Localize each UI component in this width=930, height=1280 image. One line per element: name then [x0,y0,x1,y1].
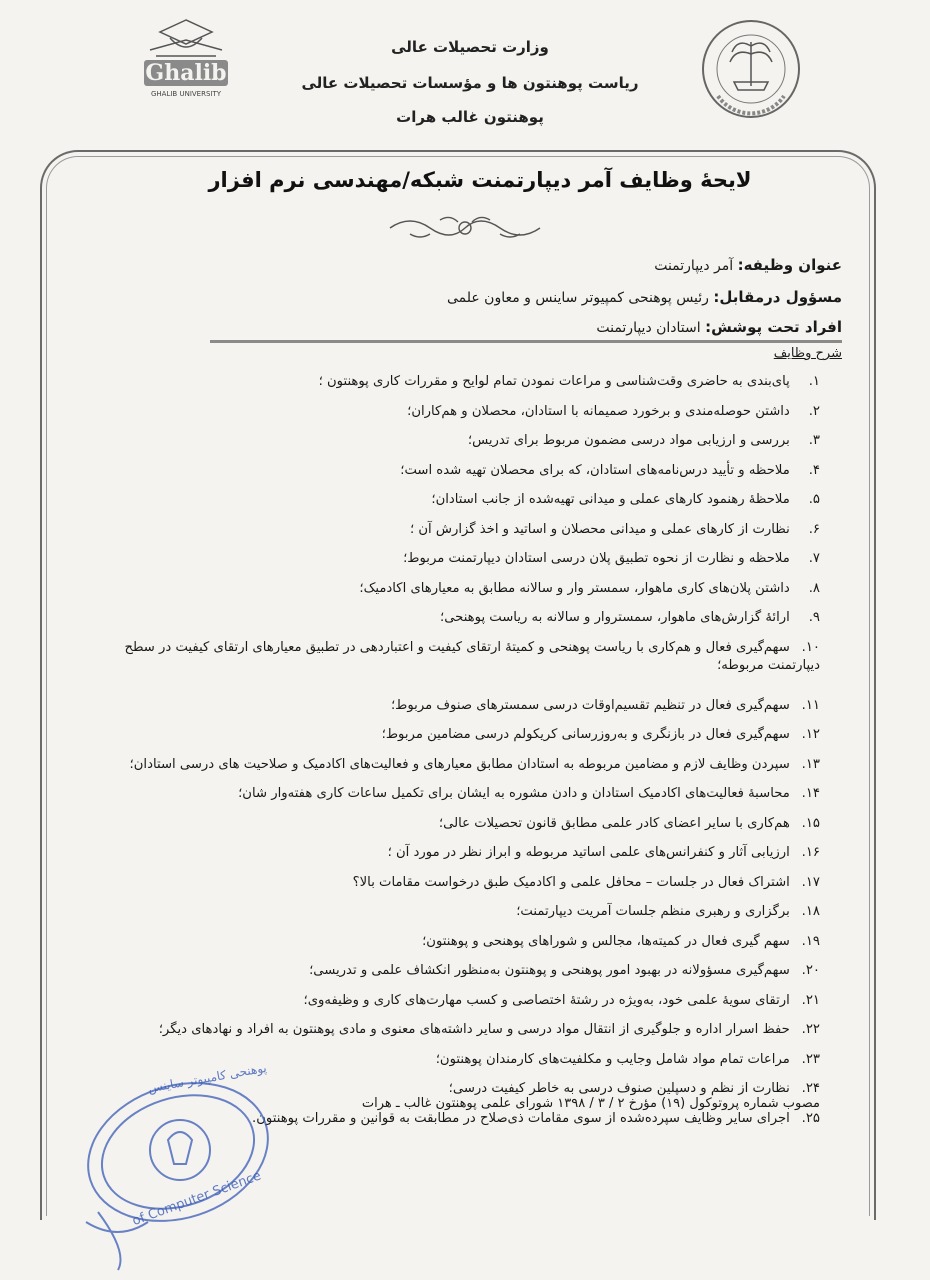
duty-text: ملاحظه و نظارت از نحوه تطبیق پلان درسی استادان دیپارتمنت مربوط؛ [403,551,790,566]
duty-number: ۷. [808,551,820,566]
subordinates-label: افراد تحت پوشش: [705,318,842,336]
duty-text: ارائهٔ گزارش‌های ماهوار، سمستروار و سالانه به ریاست پوهنحی؛ [440,610,790,625]
duty-text: سهم‌گیری مسؤولانه در بهبود امور پوهنحی و پوهنتون به‌منظور انکشاف علمی و تدریسی؛ [309,963,790,978]
duty-text: بررسی و ارزیابی مواد درسی مضمون مربوط برای تدریس؛ [467,433,790,448]
duty-text: داشتن پلان‌های کاری ماهوار، سمستر وار و سالانه مطابق به معیارهای اکادمیک؛ [359,580,790,596]
duty-text: مراعات تمام مواد شامل وجایب و مکلفیت‌های کارمندان پوهنتون؛ [435,1051,790,1067]
duty-item [100,427,820,457]
ministry-seal-logo [698,16,804,122]
duty-text: اجرای سایر وظایف سپرده‌شده از سوی مقامات ذی‌صلاح در مطابقت به قوانین و مقررات پوهنتون. [252,1110,790,1126]
duty-number: ۲۵. [801,1110,820,1126]
job-title-field [654,256,842,274]
presidency-name: ریاست پوهنتون ها و مؤسسات تحصیلات عالی [301,74,639,92]
duty-number: ۸. [808,580,820,596]
duty-number: ۱۷. [801,874,820,890]
duties-list [100,368,820,1134]
subordinates-field [596,318,842,336]
duty-number: ۵. [808,492,820,507]
duty-number: ۹. [808,610,820,625]
duty-text: نظارت از کارهای عملی و میدانی محصلان و اساتید و اخذ گزارش آن ؛ [409,521,790,537]
duty-item [100,810,820,840]
duty-text: هم‌کاری با سایر اعضای کادر علمی مطابق قانون تحصیلات عالی؛ [438,815,790,831]
duty-text: سهم‌گیری فعال در تنظیم تقسیم‌اوقات درسی سمسترهای صنوف مربوط؛ [390,697,790,713]
duty-number: ۱۶. [801,845,820,860]
duty-item [100,780,820,810]
duty-number: ۱۴. [801,786,820,801]
responsible-label: مسؤول درمقابل: [713,288,842,306]
duty-number: ۶. [808,521,820,537]
subordinates-value: استادان دیپارتمنت [596,320,701,336]
job-title-label: عنوان وظیفه: [737,256,842,274]
title-ornament [380,210,550,244]
duty-item [100,457,820,487]
duty-item [100,839,820,869]
job-title-value: آمر دیپارتمنت [654,258,734,274]
duty-number: ۳. [808,433,820,448]
duty-number: ۲۲. [801,1022,820,1037]
duty-text: داشتن حوصله‌مندی و برخورد صمیمانه با استادان، محصلان و هم‌کاران؛ [407,403,790,419]
duties-heading: شرح وظایف [773,346,842,361]
duty-number: ۲. [808,403,820,419]
document-title: لایحهٔ وظایف آمر دیپارتمنت شبکه/مهندسی نرم افزار [208,168,752,192]
duty-text: ارتقای سویهٔ علمی خود، به‌ویژه در رشتهٔ اختصاصی و کسب مهارت‌های کاری و وظیفه‌وی؛ [303,992,790,1008]
duty-item [100,545,820,575]
duty-number: ۱۹. [801,933,820,949]
responsible-value: رئیس پوهنحی کمپیوتر ساینس و معاون علمی [446,290,709,306]
duty-text: سهم گیری فعال در کمیته‌ها، مجالس و شوراهای پوهنحی و پوهنتون؛ [422,933,790,949]
duty-item [100,751,820,781]
duty-number: ۲۰. [801,963,820,978]
duty-item [100,516,820,546]
university-name: پوهنتون غالب هرات [396,108,544,126]
logo-left-subword: GHALIB UNIVERSITY [150,90,222,98]
duty-text: ملاحظه و تأیید درس‌نامه‌های استادان، که برای محصلان تهیه شده است؛ [400,462,790,478]
duty-text: پای‌بندی به حاضری وقت‌شناسی و مراعات نمودن تمام لوایح و مقررات کاری پوهنتون ؛ [318,374,790,389]
ghalib-university-logo [130,10,242,102]
stamp-text-bottom: of Computer Science [130,1168,264,1229]
duty-number: ۱۵. [801,815,820,831]
duty-item [100,398,820,428]
duty-text: حفظ اسرار اداره و جلوگیری از انتقال مواد درسی و سایر داشته‌های معنوی و مادی پوهنتون به افراد و نهادهای دیگر؛ [158,1022,790,1037]
duty-item [100,692,820,722]
duty-item [100,575,820,605]
duty-text: ملاحظهٔ رهنمود کارهای عملی و میدانی تهیه‌شده از جانب استادان؛ [431,492,790,507]
duty-text: برگزاری و رهبری منظم جلسات آمریت دیپارتمنت؛ [516,904,790,919]
duty-item [100,721,820,751]
section-divider [210,340,842,343]
duty-text: سهم‌گیری فعال در بازنگری و به‌روزرسانی کریکولم درسی مضامین مربوط؛ [381,727,790,742]
duty-number: ۲۱. [801,992,820,1008]
logo-left-word: Ghalib [145,60,227,86]
duty-number: ۴. [808,462,820,478]
duty-text: سهم‌گیری فعال و هم‌کاری با ریاست پوهنحی و کمیتهٔ ارتقای کیفیت و اعتباردهی در تطبیق معیارهای ارتقای کیفیت در سطح دیپارتمنت مربوطه؛ [124,639,820,673]
duty-number: ۱۳. [801,756,820,772]
duty-text: اشتراک فعال در جلسات – محافل علمی و اکادمیک طبق درخواست مقامات بالا؟ [352,874,790,890]
duty-number: ۱۱. [801,697,820,713]
stamp-text-top: پوهنحی کامپیوتر ساینس [146,1060,268,1096]
duty-item [100,1016,820,1046]
responsible-field [447,288,842,306]
official-stamp [58,1052,288,1272]
duty-item [100,604,820,634]
duty-number: ۱۸. [801,904,820,919]
duty-number: ۱۲. [801,727,820,742]
duty-item [100,898,820,928]
duty-number: ۲۴. [801,1081,820,1096]
duty-item [100,869,820,899]
duty-number: ۱. [808,374,820,389]
duty-item [100,957,820,987]
duty-item [100,928,820,958]
duty-number: ۲۳. [801,1051,820,1067]
duty-item [100,634,820,692]
duty-item [100,987,820,1017]
ministry-name: وزارت تحصیلات عالی [391,38,549,56]
duty-item [100,486,820,516]
duty-text: سپردن وظایف لازم و مضامین مربوطه به استادان مطابق معیارهای و فعالیت‌های اکادمیک و صلاحیت های درسی استادان؛ [129,756,790,772]
duty-item [100,368,820,398]
duty-number: ۱۰. [801,639,820,655]
duty-text: نظارت از نظم و دسپلین صنوف درسی به خاطر کیفیت درسی؛ [448,1081,790,1096]
duty-text: ارزیابی آثار و کنفرانس‌های علمی اساتید مربوطه و ابراز نظر در مورد آن ؛ [387,845,790,860]
approval-note: مصوب شماره پروتوکول (۱۹) مؤرخ ۲ / ۳ / ۱۳۹۸ شورای علمی پوهنتون غالب ـ هرات [361,1096,820,1111]
duty-text: محاسبهٔ فعالیت‌های اکادمیک استادان و دادن مشوره به ایشان برای تکمیل ساعات کاری هفته‌وار شان؛ [238,786,790,801]
